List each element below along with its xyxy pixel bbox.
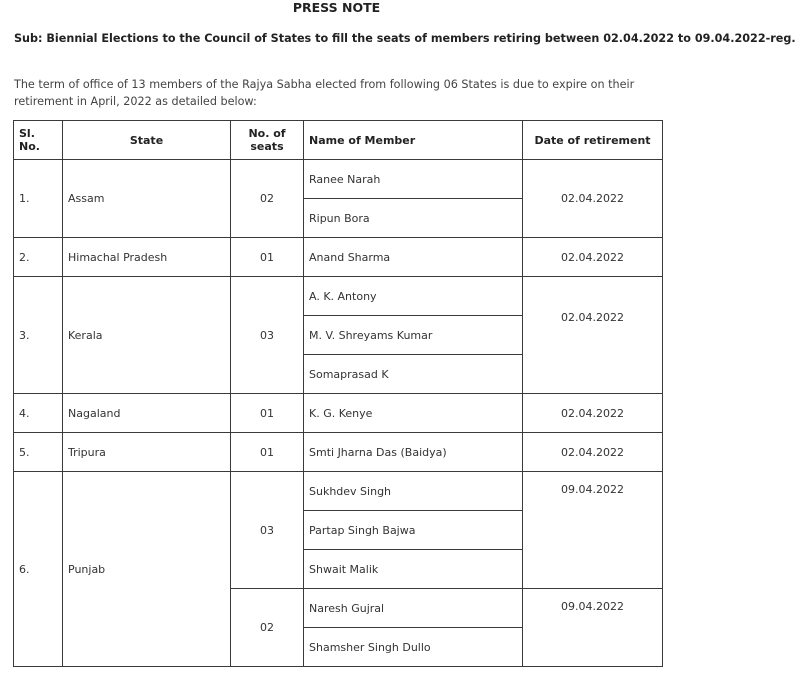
member-cell: Smti Jharna Das (Baidya) (304, 433, 523, 472)
member-cell: Naresh Gujral (304, 589, 523, 628)
member-cell: Shamsher Singh Dullo (304, 628, 523, 667)
member-cell: Ripun Bora (304, 199, 523, 238)
state-cell: Himachal Pradesh (63, 238, 231, 277)
header-sl-no: Sl. No. (14, 121, 63, 160)
seats-cell: 03 (231, 472, 304, 589)
state-cell: Punjab (63, 472, 231, 667)
retirement-date-cell: 02.04.2022 (523, 394, 663, 433)
retirement-date-cell: 09.04.2022 (523, 589, 663, 667)
state-cell: Kerala (63, 277, 231, 394)
state-cell: Assam (63, 160, 231, 238)
sl-no-cell: 5. (14, 433, 63, 472)
table-row (14, 472, 663, 511)
retirement-date-cell: 02.04.2022 (523, 277, 663, 394)
retirement-date-cell: 02.04.2022 (523, 433, 663, 472)
header-state: State (63, 121, 231, 160)
seats-cell: 03 (231, 277, 304, 394)
table-header-row (14, 121, 663, 160)
sl-no-cell: 4. (14, 394, 63, 433)
sl-no-cell: 3. (14, 277, 63, 394)
table-row (14, 394, 663, 433)
retirement-table (13, 120, 663, 667)
state-cell: Nagaland (63, 394, 231, 433)
retirement-date-cell: 02.04.2022 (523, 238, 663, 277)
member-cell: Partap Singh Bajwa (304, 511, 523, 550)
table-row (14, 277, 663, 316)
sl-no-cell: 2. (14, 238, 63, 277)
member-cell: Sukhdev Singh (304, 472, 523, 511)
state-cell: Tripura (63, 433, 231, 472)
intro-paragraph: The term of office of 13 members of the Rajya Sabha elected from following 06 States is due to expire on their retirement in April, 2022 as detailed below: (14, 78, 635, 108)
member-cell: Somaprasad K (304, 355, 523, 394)
seats-cell: 01 (231, 433, 304, 472)
member-cell: Anand Sharma (304, 238, 523, 277)
header-no-of-seats: No. of seats (231, 121, 304, 160)
member-cell: K. G. Kenye (304, 394, 523, 433)
header-date-of-retirement: Date of retirement (523, 121, 663, 160)
table-row (14, 160, 663, 199)
seats-cell: 02 (231, 160, 304, 238)
sl-no-cell: 1. (14, 160, 63, 238)
table-row (14, 238, 663, 277)
member-cell: Ranee Narah (304, 160, 523, 199)
table-row (14, 433, 663, 472)
seats-cell: 01 (231, 238, 304, 277)
header-name-of-member: Name of Member (304, 121, 523, 160)
member-cell: Shwait Malik (304, 550, 523, 589)
seats-cell: 01 (231, 394, 304, 433)
sl-no-cell: 6. (14, 472, 63, 667)
subject-line: Sub: Biennial Elections to the Council of States to fill the seats of members retiring between 02.04.2022 to 09.04.2022-reg. (14, 32, 796, 45)
member-cell: A. K. Antony (304, 277, 523, 316)
retirement-date-cell: 09.04.2022 (523, 472, 663, 589)
member-cell: M. V. Shreyams Kumar (304, 316, 523, 355)
retirement-date-cell: 02.04.2022 (523, 160, 663, 238)
seats-cell: 02 (231, 589, 304, 667)
page-title: PRESS NOTE (292, 0, 381, 15)
